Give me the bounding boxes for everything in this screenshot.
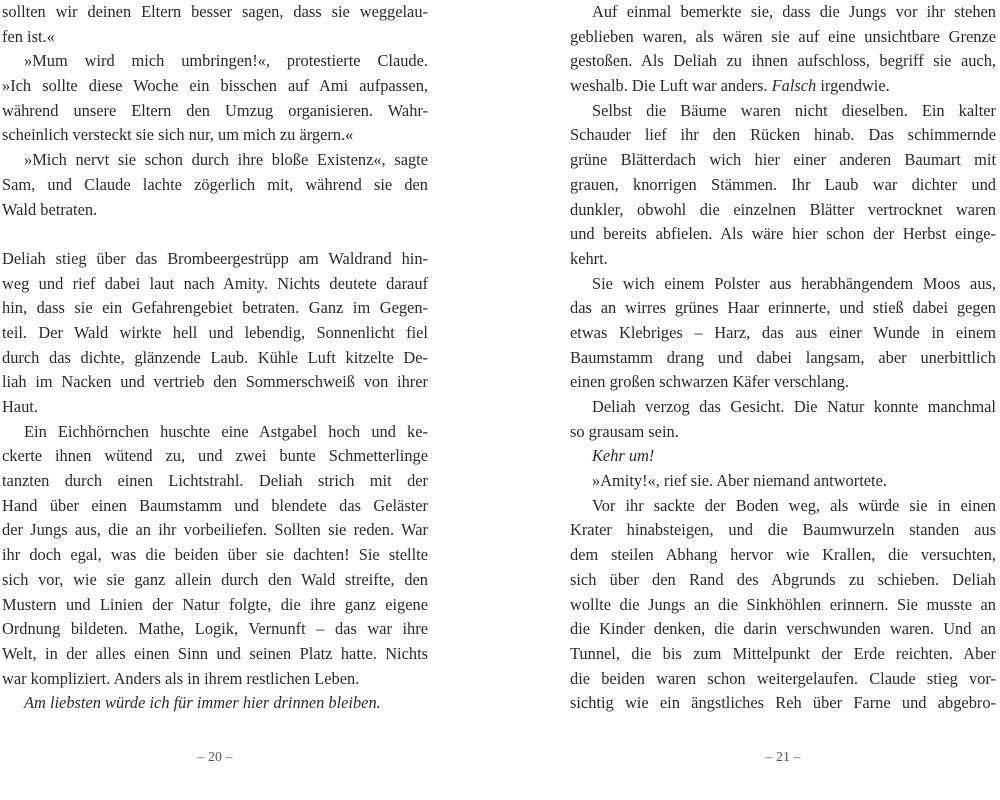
text-line: Deliah stieg über das Brombeergestrüpp am Waldrand hin- <box>2 248 428 268</box>
text-line: Tunnel, die bis zum Mittelpunkt der Erde reichten. Aber <box>570 643 996 663</box>
text-line: die Kinder denken, die darin verschwunden waren. Und an <box>570 619 996 639</box>
right-page <box>570 0 996 716</box>
text-line: Baumstamm drang und dabei langsam, aber unerbittlich <box>570 347 996 367</box>
text-line: wollte die Jungs an die Sinkhöhlen erinnern. Sie musste an <box>570 594 996 614</box>
page-number-left: – 20 – <box>197 750 233 765</box>
text-line: Welt, in der alles einen Sinn und seinen Platz hatte. Nichts <box>2 643 428 663</box>
text-line: die beiden waren schon weitergelaufen. Claude stieg vor- <box>570 668 996 688</box>
text-line: so grausam sein. <box>570 421 679 441</box>
text-line: hin, dass sie ein Gefahrengebiet betraten. Ganz im Gegen- <box>2 298 428 318</box>
text-line: liah im Nacken und vertrieb den Sommerschweiß von ihrer <box>2 372 428 392</box>
text-line: geblieben waren, als wären sie auf eine unsichtbare Grenze <box>570 26 996 46</box>
text-line: war kompliziert. Anders als in ihrem restlichen Leben. <box>2 668 360 688</box>
text-line: ckerte ihnen wütend zu, und zwei bunte Schmetterlinge <box>2 446 428 466</box>
text-line: Kehr um! <box>592 446 655 466</box>
page-number-right: – 21 – <box>765 750 801 765</box>
text-line: Selbst die Bäume waren nicht dieselben. Ein kalter <box>592 100 996 120</box>
text-line: weg und rief dabei laut nach Amity. Nichts deutete darauf <box>2 273 428 293</box>
text-line: Schauder lief ihr den Rücken hinab. Das schimmernde <box>570 125 996 145</box>
text-line: während unsere Eltern den Umzug organisieren. Wahr- <box>2 100 428 120</box>
text-line: sichtig wie ein ängstliches Reh über Farne und abgebro- <box>570 693 996 713</box>
text-line: ihr doch egal, was die beiden über sie dachten! Sie stellte <box>2 545 428 565</box>
text-line: »Mum wird mich umbringen!«, protestierte Claude. <box>24 51 428 71</box>
text-line: einen großen schwarzen Käfer verschlang. <box>570 372 849 392</box>
text-line: fen ist.« <box>2 26 55 46</box>
text-line: Sam, und Claude lachte zögerlich mit, während sie den <box>2 174 428 194</box>
text-line: durch das dichte, glänzende Laub. Kühle Luft kitzelte De- <box>2 347 428 367</box>
text-line: Am liebsten würde ich für immer hier drinnen bleiben. <box>24 693 381 713</box>
text-line: weshalb. Die Luft war anders. Falsch irgendwie. <box>570 76 890 96</box>
text-line: Ein Eichhörnchen huschte eine Astgabel hoch und ke- <box>24 421 428 441</box>
text-line: scheinlich versteckt sie sich nur, um mich zu ärgern.« <box>2 125 354 145</box>
text-line: dunkler, obwohl die einzelnen Blätter vertrocknet waren <box>570 199 996 219</box>
text-line: gestoßen. Als Deliah zu ihnen aufschloss, begriff sie auch, <box>570 51 996 71</box>
text-line: Ordnung bildeten. Mathe, Logik, Vernunft – das war ihre <box>2 619 428 639</box>
left-page <box>2 0 428 716</box>
text-line: sich über den Rand des Abgrunds zu schieben. Deliah <box>570 569 996 589</box>
text-line: grüne Blätterdach wich hier einer anderen Baumart mit <box>570 150 996 170</box>
text-line: teil. Der Wald wirkte hell und lebendig, Sonnenlicht fiel <box>2 322 428 342</box>
text-line: »Mich nervt sie schon durch ihre bloße Existenz«, sagte <box>24 150 428 170</box>
text-line: Vor ihr sackte der Boden weg, als würde sie in einen <box>592 495 996 515</box>
text-line: Sie wich einem Polster aus herabhängendem Moos aus, <box>592 273 996 293</box>
text-line: sich vor, wie sie ganz allein durch den Wald streifte, den <box>2 569 428 589</box>
text-line: Auf einmal bemerkte sie, dass die Jungs vor ihr stehen <box>592 2 996 21</box>
text-line: das an wirres grünes Haar erinnerte, und stieß dabei gegen <box>570 298 996 318</box>
text-line: Hand über einen Baumstamm und blendete das Geläster <box>2 495 428 515</box>
text-line: der Jungs aus, die an ihr vorbeiliefen. Sollten sie reden. War <box>2 520 428 540</box>
text-line: Krater hinabsteigen, und die Baumwurzeln standen aus <box>570 520 996 540</box>
text-line: Haut. <box>2 397 38 416</box>
text-line: »Ich sollte diese Woche ein bisschen auf Ami aufpassen, <box>2 76 428 96</box>
text-line: dem steilen Abhang hervor wie Krallen, die versuchten, <box>570 545 996 565</box>
paragraph-break <box>2 222 428 247</box>
emphasized-word: Falsch <box>771 76 817 96</box>
text-line: Mustern und Linien der Natur folgte, die ihre ganz eigene <box>2 594 428 614</box>
text-line: Deliah verzog das Gesicht. Die Natur konnte manchmal <box>592 397 996 416</box>
text-line: Wald betraten. <box>2 199 98 219</box>
text-line: etwas Klebriges – Harz, das aus einer Wunde in einem <box>570 322 996 342</box>
text-line: und bereits abfielen. Als wäre hier schon der Herbst einge- <box>570 224 996 244</box>
text-line: grauen, knorrigen Stämmen. Ihr Laub war dichter und <box>570 174 996 194</box>
text-line: kehrt. <box>570 248 608 268</box>
text-line: sollten wir deinen Eltern besser sagen, dass sie weggelau- <box>2 2 428 21</box>
text-line: »Amity!«, rief sie. Aber niemand antwortete. <box>592 471 887 491</box>
text-line: tanzten durch einen Lichtstrahl. Deliah strich mit der <box>2 471 428 491</box>
